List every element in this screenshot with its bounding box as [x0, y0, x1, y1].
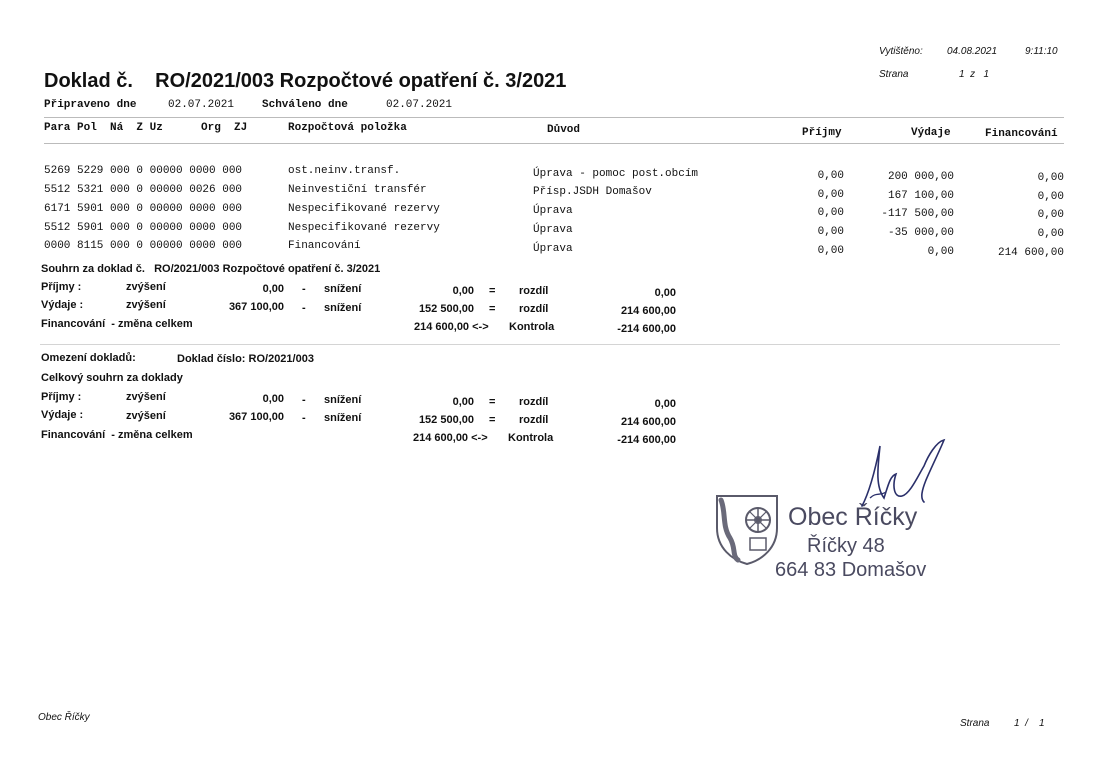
col-header-financing: Financování	[985, 128, 1058, 140]
row-reason: Přísp.JSDH Domašov	[533, 186, 652, 198]
decrease-label: snížení	[324, 412, 362, 424]
income-label: Příjmy :	[41, 391, 82, 403]
financing-label: Financování - změna celkem	[41, 429, 193, 441]
increase-value: 367 100,00	[228, 301, 284, 313]
equals-sign: =	[489, 303, 496, 315]
increase-label: zvýšení	[126, 391, 166, 403]
increase-label: zvýšení	[126, 410, 166, 422]
financing-label: Financování - změna celkem	[41, 318, 193, 330]
stamp-street: Říčky 48	[807, 535, 885, 557]
row-expense: 167 100,00	[887, 190, 954, 202]
increase-label: zvýšení	[126, 299, 166, 311]
decrease-label: snížení	[324, 394, 362, 406]
prepared-label: Připraveno dne	[44, 99, 137, 111]
financing-value: 214 600,00 <->	[414, 321, 489, 333]
row-codes: 5269 5229 000 0 00000 0000 000	[44, 165, 243, 177]
decrease-label: snížení	[324, 302, 362, 314]
row-expense: 0,00	[927, 246, 954, 258]
difference-value: 214 600,00	[620, 305, 676, 317]
row-codes: 0000 8115 000 0 00000 0000 000	[44, 240, 243, 252]
page-label-top: Strana	[879, 69, 909, 80]
row-financing: 0,00	[1037, 191, 1064, 203]
minus-sign: -	[302, 302, 306, 314]
row-reason: Úprava	[533, 224, 573, 236]
minus-sign: -	[302, 394, 306, 406]
row-income: 0,00	[817, 226, 844, 238]
minus-sign: -	[302, 412, 306, 424]
difference-label: rozdíl	[519, 396, 549, 408]
row-item: Nespecifikované rezervy	[288, 222, 440, 234]
footer-page-value: 1 / 1	[1014, 718, 1045, 729]
footer-page-label: Strana	[960, 718, 990, 729]
header-rule-top	[44, 117, 1064, 118]
row-codes: 5512 5321 000 0 00000 0026 000	[44, 184, 243, 196]
control-label: Kontrola	[509, 321, 555, 333]
printed-time: 9:11:10	[1025, 46, 1058, 57]
approved-label: Schváleno dne	[262, 99, 348, 111]
row-income: 0,00	[817, 189, 844, 201]
control-label: Kontrola	[508, 432, 554, 444]
document-title: Doklad č. RO/2021/003 Rozpočtové opatření č. 3/2021	[44, 70, 567, 92]
col-header-income: Příjmy	[802, 127, 842, 139]
income-label: Příjmy :	[41, 281, 82, 293]
increase-label: zvýšení	[126, 281, 166, 293]
difference-label: rozdíl	[519, 285, 549, 297]
minus-sign: -	[302, 283, 306, 295]
difference-value: 214 600,00	[620, 416, 676, 428]
row-income: 0,00	[817, 207, 844, 219]
equals-sign: =	[489, 414, 496, 426]
col-header-expense: Výdaje	[911, 127, 951, 139]
row-financing: 0,00	[1037, 228, 1064, 240]
section-divider	[40, 344, 1060, 345]
row-financing: 0,00	[1037, 172, 1064, 184]
row-expense: -117 500,00	[881, 208, 954, 220]
row-expense: -35 000,00	[887, 227, 954, 239]
decrease-value: 152 500,00	[418, 303, 474, 315]
difference-label: rozdíl	[519, 414, 549, 426]
decrease-value: 0,00	[452, 285, 474, 297]
control-value: -214 600,00	[617, 323, 676, 335]
stamp-name: Obec Říčky	[788, 503, 918, 531]
expense-label: Výdaje :	[41, 299, 84, 311]
increase-value: 0,00	[262, 393, 284, 405]
equals-sign: =	[489, 396, 496, 408]
row-reason: Úprava	[533, 243, 573, 255]
col-header-reason: Důvod	[547, 124, 581, 136]
control-value: -214 600,00	[617, 434, 676, 446]
financing-value: 214 600,00 <->	[413, 432, 488, 444]
row-income: 0,00	[817, 245, 844, 257]
row-item: Nespecifikované rezervy	[288, 203, 440, 215]
page-value-top: 1 z 1	[959, 69, 990, 80]
total-summary-heading: Celkový souhrn za doklady	[41, 372, 183, 384]
row-financing: 0,00	[1037, 209, 1064, 221]
difference-label: rozdíl	[519, 303, 549, 315]
prepared-date: 02.07.2021	[168, 99, 235, 111]
row-income: 0,00	[817, 170, 844, 182]
decrease-label: snížení	[324, 283, 362, 295]
row-reason: Úprava - pomoc post.obcím	[533, 168, 699, 180]
printed-date: 04.08.2021	[947, 46, 998, 57]
row-item: ost.neinv.transf.	[288, 165, 401, 177]
expense-label: Výdaje :	[41, 409, 84, 421]
row-expense: 200 000,00	[887, 171, 954, 183]
limit-label: Omezení dokladů:	[41, 352, 136, 364]
decrease-value: 0,00	[452, 396, 474, 408]
handwritten-signature	[840, 436, 960, 526]
row-codes: 5512 5901 000 0 00000 0000 000	[44, 222, 243, 234]
summary-heading: Souhrn za doklad č. RO/2021/003 Rozpočtové opatření č. 3/2021	[41, 263, 381, 275]
row-codes: 6171 5901 000 0 00000 0000 000	[44, 203, 243, 215]
stamp-city: 664 83 Domašov	[775, 559, 927, 581]
col-header-item: Rozpočtová položka	[288, 122, 407, 134]
col-header-org: Org ZJ	[201, 122, 248, 134]
coat-of-arms-emblem	[712, 492, 782, 566]
footer-municipality: Obec Říčky	[38, 712, 90, 723]
increase-value: 0,00	[262, 283, 284, 295]
difference-value: 0,00	[654, 287, 676, 299]
row-item: Neinvestiční transfér	[288, 184, 427, 196]
approved-date: 02.07.2021	[386, 99, 453, 111]
row-financing: 214 600,00	[997, 247, 1064, 259]
decrease-value: 152 500,00	[418, 414, 474, 426]
difference-value: 0,00	[654, 398, 676, 410]
increase-value: 367 100,00	[228, 411, 284, 423]
header-rule-bottom	[44, 143, 1064, 144]
equals-sign: =	[489, 285, 496, 297]
col-header-codes: Para Pol Ná Z Uz	[44, 122, 163, 134]
row-item: Financování	[288, 240, 361, 252]
printed-label: Vytištěno:	[879, 46, 923, 57]
limit-value: Doklad číslo: RO/2021/003	[177, 353, 314, 365]
row-reason: Úprava	[533, 205, 573, 217]
